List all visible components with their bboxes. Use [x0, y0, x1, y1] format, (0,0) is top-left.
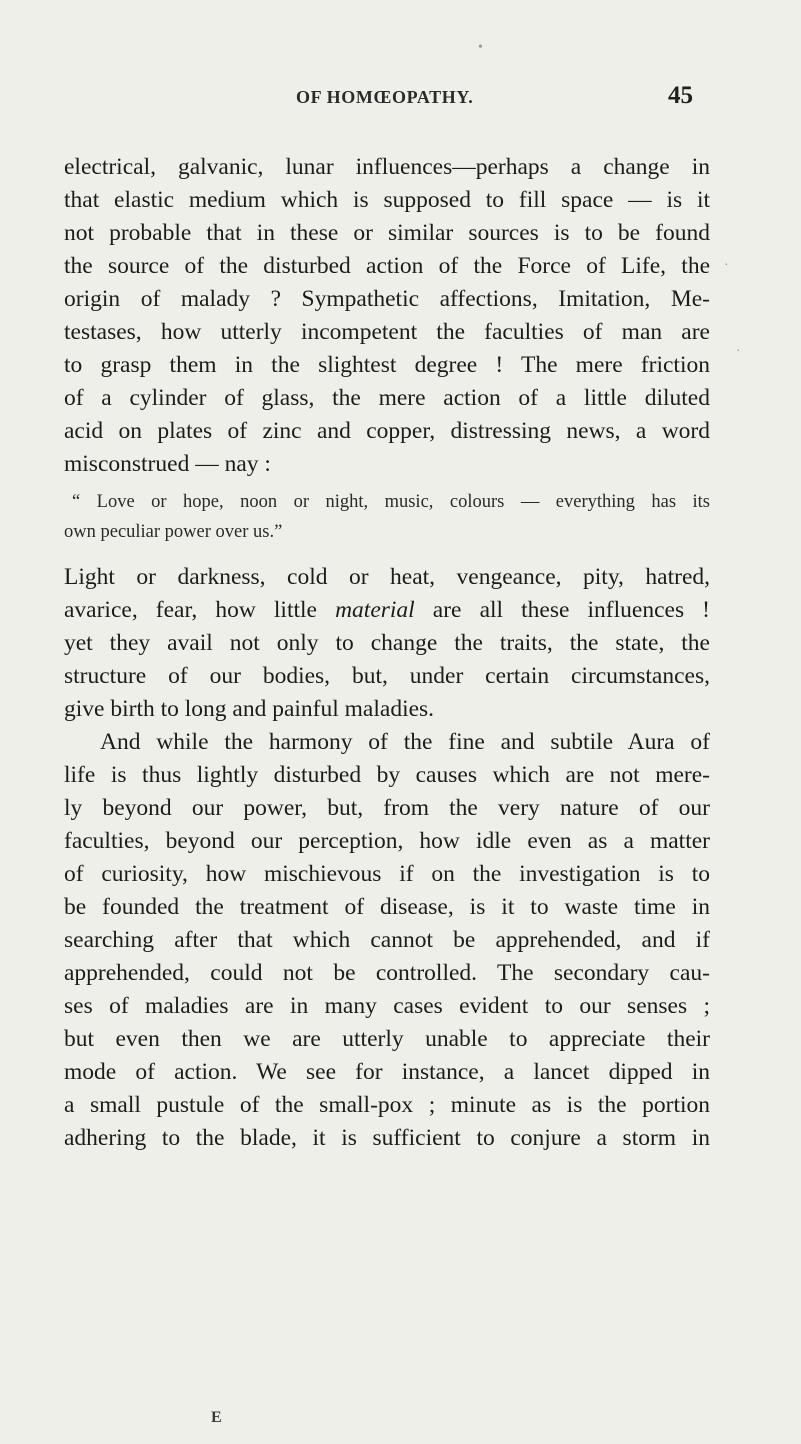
text-line: a small pustule of the small-pox ; minute as is the portion: [64, 1092, 710, 1118]
text-line: testases, how utterly incompetent the faculties of man are: [64, 319, 710, 345]
print-speck: •: [478, 40, 483, 55]
text-line: adhering to the blade, it is sufficient to conjure a storm in: [64, 1125, 710, 1151]
text-line-with-emphasis: [64, 594, 710, 627]
text-line: misconstrued — nay :: [64, 451, 271, 477]
text-line: acid on plates of zinc and copper, distressing news, a word: [64, 418, 710, 444]
quote-line: “ Love or hope, noon or night, music, colours — everything has its: [72, 492, 710, 512]
text-line: yet they avail not only to change the traits, the state, the: [64, 630, 710, 656]
text-line: that elastic medium which is supposed to fill space — is it: [64, 187, 710, 213]
text-line: of curiosity, how mischievous if on the investigation is to: [64, 861, 710, 887]
text-line: the source of the disturbed action of the Force of Life, the: [64, 253, 710, 279]
signature-mark: E: [211, 1409, 222, 1426]
text-segment: are all these influences !: [414, 597, 710, 623]
running-head: OF HOMŒOPATHY.: [296, 87, 474, 107]
text-line: of a cylinder of glass, the mere action of a little diluted: [64, 385, 710, 411]
paragraph-continued: [64, 151, 710, 481]
text-line: structure of our bodies, but, under certain circumstances,: [64, 663, 710, 689]
text-line: life is thus lightly disturbed by causes which are not mere-: [64, 762, 710, 788]
paragraph-body: [64, 561, 710, 1155]
page-number: 45: [668, 82, 693, 109]
text-line: ly beyond our power, but, from the very nature of our: [64, 795, 710, 821]
text-line: ses of maladies are in many cases evident to our senses ;: [64, 993, 710, 1019]
print-speck: ·: [736, 344, 741, 359]
print-speck: ·: [724, 258, 729, 273]
text-segment: avarice, fear, how little: [64, 597, 336, 623]
text-line: electrical, galvanic, lunar influences—perhaps a change in: [64, 154, 710, 180]
text-line: origin of malady ? Sympathetic affections, Imitation, Me-: [64, 286, 710, 312]
emphasis-word: material: [335, 597, 415, 623]
quote-line: own peculiar power over us.”: [64, 522, 283, 542]
text-line: mode of action. We see for instance, a lancet dipped in: [64, 1059, 710, 1085]
text-line: faculties, beyond our perception, how idle even as a matter: [64, 828, 710, 854]
text-line: be founded the treatment of disease, is it to waste time in: [64, 894, 710, 920]
text-line: Light or darkness, cold or heat, vengeance, pity, hatred,: [64, 564, 710, 590]
text-line: apprehended, could not be controlled. The secondary cau-: [64, 960, 710, 986]
text-line: give birth to long and painful maladies.: [64, 696, 435, 722]
text-line: And while the harmony of the fine and subtile Aura of: [100, 729, 710, 755]
text-line: searching after that which cannot be apprehended, and if: [64, 927, 710, 953]
text-line: but even then we are utterly unable to appreciate their: [64, 1026, 710, 1052]
block-quote: [64, 487, 710, 547]
text-line: to grasp them in the slightest degree ! The mere friction: [64, 352, 710, 378]
text-line: not probable that in these or similar sources is to be found: [64, 220, 710, 246]
page-header: [0, 84, 801, 114]
